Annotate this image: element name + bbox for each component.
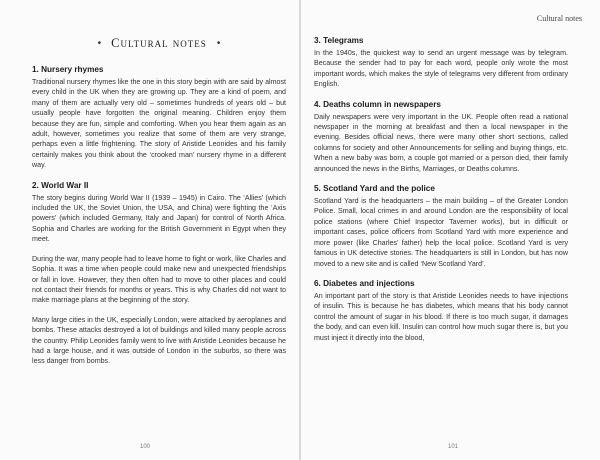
- chapter-title: Cultural notes: [111, 36, 207, 50]
- running-head: Cultural notes: [536, 14, 582, 23]
- section-paragraph: Scotland Yard is the headquarters – the main building – of the Greater London Police. Small, local crimes in and around London are the responsibility of local police stations (where Chief Inspector Taverner works), but in difficult or important cases, police officers from Scotland Yard with more experience and more power (like Charles’ father) help the local police. Scotland Yard is very famous in UK detective stories. The headquarters is still in London, but has now moved to a new site and is called ‘New Scotland Yard’.: [314, 197, 568, 268]
- section-heading: 3. Telegrams: [314, 36, 364, 45]
- section-diabetes: [314, 279, 568, 343]
- section-telegrams: [314, 36, 568, 90]
- section-paragraph: During the war, many people had to leave home to fight or work, like Charles and Sophia. It was a time when people could make new and unexpected friendships or fall in love. However, they then often had to move to other places and could not contact their friends for months or years. This is why Charles did not want to make marriage plans at the beginning of the story.: [32, 254, 286, 305]
- bullet-right: •: [216, 38, 221, 49]
- section-paragraph: An important part of the story is that Aristide Leonides needs to have injections of insulin. This is because he has diabetes, which means that his body cannot control the amount of sugar in his blood. If there is too much sugar, it damages the body, and can even kill. Insulin can control how much sugar there is, but you must inject it directly into the blood,: [314, 291, 568, 342]
- section-deaths-column: [314, 100, 568, 174]
- section-world-war-ii: [32, 181, 286, 367]
- section-paragraph: Daily newspapers were very important in the UK. People often read a national newspaper in the morning at breakfast and then a local newspaper in the evening. Besides official news, there were many other short sections, called columns for society and other Announcements for selling and buying things, etc. When a new baby was born, a couple got married or a person died, their family announced the news in the Births, Marriages, or Deaths columns.: [314, 112, 568, 173]
- section-paragraph: Many large cities in the UK, especially London, were attacked by aeroplanes and bombs. These attacks destroyed a lot of buildings and killed many people across the country. Philip Leonides family went to live with Aristide Leonides because he had a large house, and it was outside of London in the suburbs, so there was less danger from bombs.: [32, 315, 286, 366]
- chapter-heading: [32, 36, 286, 51]
- section-heading: 5. Scotland Yard and the police: [314, 184, 435, 194]
- page-number-left: 100: [140, 444, 151, 450]
- bullet-left: •: [97, 38, 102, 49]
- right-page: [300, 0, 600, 460]
- section-paragraph: Traditional nursery rhymes like the one in this story begin with are said by almost every child in the UK when they are growing up. They are a kind of poem, and many of them are actually very old – sometimes hundreds of years old – but usually people have forgotten the original meaning. Children enjoy them because they are fun, simple and comforting. When you hear them again as an adult, however, sometimes you realize that some of them are very strange, perhaps even a little frightening. The story of Aristide Leonides and his family certainly makes you think about the ‘crooked man’ nursery rhyme in a different way.: [32, 78, 286, 170]
- section-paragraph: In the 1940s, the quickest way to send an urgent message was by telegram. Because the sender had to pay for each word, people only wrote the most important words, which makes the style of telegrams very different from ordinary English.: [314, 49, 568, 89]
- section-heading: 4. Deaths column in newspapers: [314, 99, 441, 109]
- section-heading: 1. Nursery rhymes: [32, 65, 104, 74]
- section-heading: 6. Diabetes and injections: [314, 278, 415, 288]
- section-scotland-yard: [314, 184, 568, 269]
- section-nursery-rhymes: [32, 65, 286, 171]
- section-paragraph: The story begins during World War II (1939 – 1945) in Cairo. The ‘Allies’ (which included the UK, the Soviet Union, the USA, and China) were fighting the ‘Axis powers’ (which included Germany, Italy and Japan) for control of North Africa. Sophia and Charles are working for the British Government in Egypt when they meet.: [32, 193, 286, 244]
- section-heading: 2. World War II: [32, 180, 89, 190]
- page-number-right: 101: [448, 444, 459, 450]
